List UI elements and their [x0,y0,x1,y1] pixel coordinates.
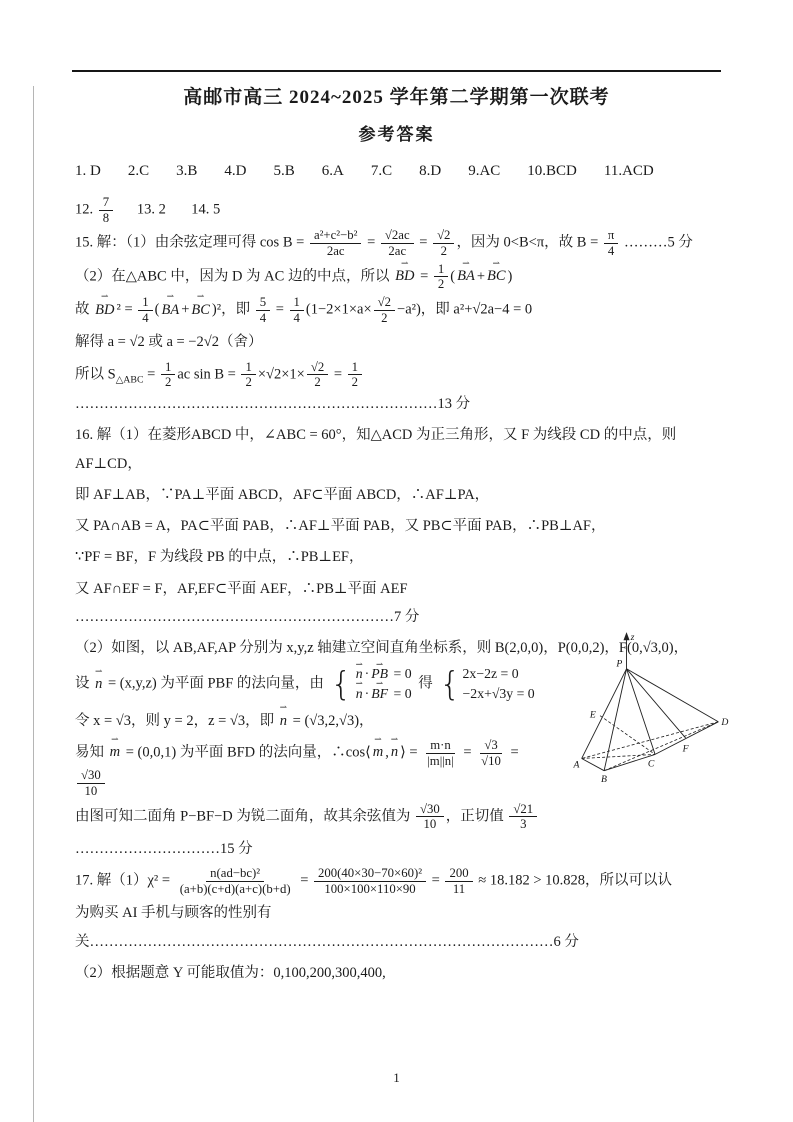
fraction: $\frac{√2ac}{2ac}$ [381,228,414,258]
content-line: 又 PA∩AB = A，PA⊂平面 PAB，∴AF⊥平面 PAB，又 PB⊂平面 PAB，∴PB⊥AF， [75,518,606,535]
answer-item: 11.ACD [603,163,654,179]
fraction: $\frac{\text{200(40×30−70×60)²}}{100\times 100\times 110\times 90}$ [314,866,426,896]
fraction: $\frac{√30}{10}$ [77,768,105,798]
fraction: $\frac{√30}{10}$ [416,802,444,832]
fraction: $\frac{1}{2}$ [161,360,175,390]
fraction: $\frac{5}{4}$ [256,295,270,325]
content-line: 即 AF⊥AB，∵PA⊥平面 ABCD，AF⊂平面 ABCD，∴AF⊥PA， [75,486,490,503]
fraction: $\frac{1}{4}$ [138,295,152,325]
fraction: $\frac{1}{4}$ [290,295,304,325]
page-number: 1 [393,1070,400,1085]
content-line: 设 n ⇀ = (x,y,z) 为平面 PBF 的法向量，由 { n ⇀ · PB ⇀ = 0 n ⇀ · BF ⇀ = 0 得 { 2x−2z = 0 −2x+√3y = 0 [75,665,543,703]
pyramid-diagram [566,628,736,786]
fraction: $\frac{m\cdot n}{|m||n|}$ [427,737,454,768]
answer-item: 3.B [176,163,198,179]
equation-system: { n ⇀ · PB ⇀ = 0 n ⇀ · BF ⇀ = 0 [331,665,412,703]
vector: BA ⇀ [161,296,179,324]
page-title: 高邮市高三 2024~2025 学年第二学期第一次联考 [183,87,610,108]
content-line: 17. 解（1）χ² = $\frac{\text{n(ad−bc)²}}{(a+b)(c+d)(a+c)(b+d)}$ = $\frac{\text{200(40×30−70×60)²}}{100\times 100\times 110\times 90}$ = $\frac{200}{11}$ ≈ 18.182 > 10.828，所以可以认 [75,866,672,896]
answer-item: 1. D [75,163,101,179]
header-rule [72,70,721,72]
vector: BF ⇀ [371,685,388,704]
diagram-label-b: B [601,773,607,785]
content-line: 故 BD ⇀ ² = $\frac{1}{4}$ ( BA ⇀ + BC ⇀ )²，即 $\frac{5}{4}$ = $\frac{1}{4}$ (1−2×1×a× $\frac{√2}{2}$ −a²)，即 a²+√2a−4 = 0 [75,295,723,325]
fraction: $\frac{√3}{√10}$ [481,737,501,768]
fraction: $\frac{1}{2}$ [434,262,448,292]
vector: BD ⇀ [95,296,114,324]
answer-item: 8.D [419,163,442,179]
content-line: 令 x = √3，则 y = 2，z = √3，即 n ⇀ = (√3,2,√3)， [75,707,543,735]
vector: m ⇀ [110,738,120,766]
fraction: $\frac{1}{2}$ [241,360,255,390]
vector: PB ⇀ [371,665,388,684]
content-line: （2）在△ABC 中，因为 D 为 AC 边的中点，所以 BD ⇀ = $\frac{1}{2}$ ( BA ⇀ + BC ⇀ ) [75,262,723,292]
diagram-label-a: A [573,759,580,771]
diagram-label-p: P [616,658,623,670]
answer-item: 5.B [273,163,295,179]
content-line: ∵PF = BF，F 为线段 PB 的中点，∴PB⊥EF， [75,549,364,566]
content-line: 12. $\frac{7}{8}$ 13. 2 14. 5 [75,195,221,225]
vector: n ⇀ [95,670,102,698]
vector: n ⇀ [391,738,398,766]
content-line: 又 AF∩EF = F，AF,EF⊂平面 AEF，∴PB⊥平面 AEF …………………………………………………………7 分 [75,580,420,625]
answer-item: 10.BCD [527,163,577,179]
document-body [75,192,723,990]
equation-system: { 2x−2z = 0 −2x+√3y = 0 [439,664,535,704]
fraction: $\frac{√2}{2}$ [374,295,395,325]
answer-item: 6.A [321,163,344,179]
fraction: $\frac{√2}{2}$ [307,360,328,390]
fraction: $\frac{\text{a²+c²−b²}}{2ac}$ [310,228,362,258]
content-line: 易知 m ⇀ = (0,0,1) 为平面 BFD 的法向量，∴cos⟨ m ⇀ , n ⇀ ⟩ = $\frac{m\cdot n}{|m||n|}$ = $\frac{√3}{√10}$ = $\frac{√30}{10}$ [75,738,543,799]
answer-item: 4.D [224,163,247,179]
page-subtitle: 参考答案 [358,125,435,144]
diagram-label-d: D [721,716,729,728]
fraction: $\frac{1}{2}$ [348,360,362,390]
fraction: $\frac{\text{n(ad−bc)²}}{(a+b)(c+d)(a+c)(b+d)}$ [179,866,291,896]
content-line: 16. 解（1）在菱形ABCD 中，∠ABC = 60°，知△ACD 为正三角形，又 F 为线段 CD 的中点，则 AF⊥CD， [75,427,680,472]
diagram-label-z: z [630,632,635,644]
content-line: 解得 a = √2 或 a = −2√2（舍） [75,334,263,351]
fraction: $\frac{√21}{3}$ [509,802,537,832]
vector: BA ⇀ [457,262,475,290]
scan-edge-line [33,86,34,1122]
diagram-label-f: F [682,743,689,755]
answer-item: 7.C [370,163,393,179]
vector: BD ⇀ [395,262,414,290]
title-block [0,82,793,145]
answer-item: 2.C [127,163,150,179]
answers-row [75,163,723,180]
content-line: （2）如图，以 AB,AF,AP 分别为 x,y,z 轴建立空间直角坐标系，则 B(2,0,0)，P(0,0,2)，F(0,√3,0)， [75,640,689,657]
diagram-label-e: E [589,709,596,721]
fraction: $\frac{200}{11}$ [445,866,472,896]
vector: BC ⇀ [487,262,506,290]
answer-item: 9.AC [468,163,501,179]
vector: n ⇀ [356,665,363,684]
content-line: 由图可知二面角 P−BF−D 为锐二面角，故其余弦值为 $\frac{√30}{10}$ ，正切值 $\frac{√21}{3}$ [75,802,543,832]
content-line: 为购买 AI 手机与顾客的性别有关……………………………………………………………………………………6 分 [75,905,579,950]
vector: n ⇀ [356,685,363,704]
content-line: 所以 $S_{\triangle ABC}$ = $\frac{1}{2}$ ac sin B = $\frac{1}{2}$ ×√2×1× $\frac{√2}{2}$ = $\frac{1}{2}$ …………………………………………………………………13 分 [75,359,471,412]
vector: n ⇀ [280,707,287,735]
vector: m ⇀ [373,738,383,766]
content-line: （2）根据题意 Y 可能取值为：0,100,200,300,400, [75,965,386,981]
fraction: $\frac{√2}{2}$ [433,228,454,258]
content-line: 15. 解：（1）由余弦定理可得 cos B = $\frac{\text{a²+c²−b²}}{2ac}$ = $\frac{√2ac}{2ac}$ = $\frac{√2}{2}$ ，因为 0<B<π，故 B = $\frac{\pi}{4}$ ………5 分 [75,228,693,259]
fraction: $\frac{7}{8}$ [99,195,113,225]
fraction: $\frac{\pi}{4}$ [604,228,618,258]
content-line: …………………………15 分 [75,840,253,857]
diagram-label-c: C [647,758,655,770]
vector: BC ⇀ [191,296,210,324]
